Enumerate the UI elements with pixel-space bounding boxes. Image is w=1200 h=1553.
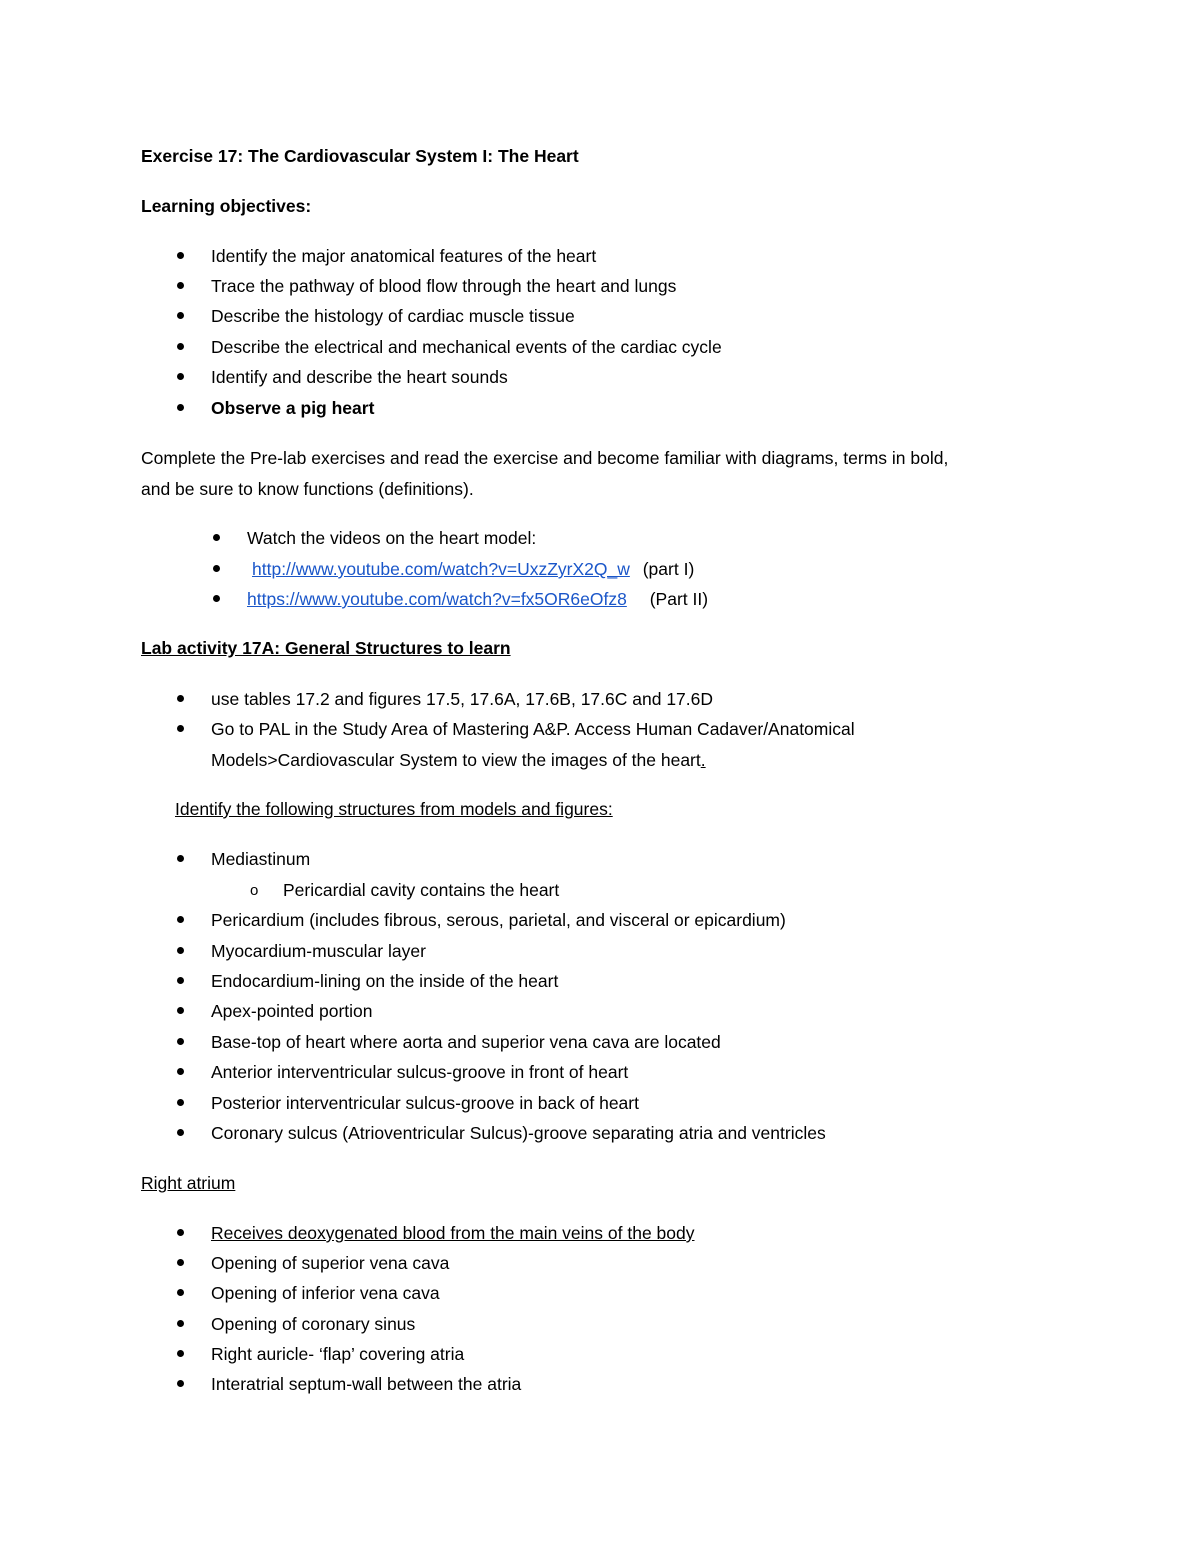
bullet bbox=[177, 947, 184, 954]
objective-item-bold: Observe a pig heart bbox=[211, 398, 375, 418]
bullet bbox=[177, 1099, 184, 1106]
bullet bbox=[177, 373, 184, 380]
bullet bbox=[177, 1320, 184, 1327]
right-atrium-item: Right auricle- ‘flap’ covering atria bbox=[211, 1344, 465, 1364]
bullet bbox=[177, 977, 184, 984]
lab-heading: Lab activity 17A: General Structures to learn bbox=[141, 638, 511, 658]
objectives-heading: Learning objectives: bbox=[141, 196, 312, 216]
bullet bbox=[177, 1289, 184, 1296]
lab-item-period: . bbox=[700, 750, 706, 770]
right-atrium-heading: Right atrium bbox=[141, 1173, 236, 1193]
bullet bbox=[177, 1229, 184, 1236]
lab-item: use tables 17.2 and figures 17.5, 17.6A, 17.6B, 17.6C and 17.6D bbox=[211, 689, 714, 709]
bullet bbox=[177, 725, 184, 732]
structure-item: Myocardium-muscular layer bbox=[211, 941, 426, 961]
objective-item: Describe the electrical and mechanical events of the cardiac cycle bbox=[211, 337, 722, 357]
bullet bbox=[177, 252, 184, 259]
bullet bbox=[177, 1068, 184, 1075]
document-title: Exercise 17: The Cardiovascular System I: The Heart bbox=[141, 146, 579, 166]
bullet bbox=[177, 282, 184, 289]
objective-item: Trace the pathway of blood flow through the heart and lungs bbox=[211, 276, 677, 296]
right-atrium-item: Interatrial septum-wall between the atria bbox=[211, 1374, 522, 1394]
structure-item: Pericardium (includes fibrous, serous, parietal, and visceral or epicardium) bbox=[211, 910, 786, 930]
intro-line: Complete the Pre-lab exercises and read the exercise and become familiar with diagrams, terms in bold, bbox=[141, 448, 949, 468]
objective-item: Describe the histology of cardiac muscle tissue bbox=[211, 306, 575, 326]
video-link-suffix: (Part II) bbox=[649, 589, 709, 609]
bullet bbox=[213, 534, 220, 541]
structure-item: Mediastinum bbox=[211, 849, 311, 869]
video-link-row bbox=[252, 558, 694, 580]
objective-item: Identify the major anatomical features of the heart bbox=[211, 246, 597, 266]
objective-item: Identify and describe the heart sounds bbox=[211, 367, 508, 387]
structure-item: Posterior interventricular sulcus-groove in back of heart bbox=[211, 1093, 639, 1113]
bullet bbox=[177, 1007, 184, 1014]
bullet bbox=[177, 1259, 184, 1266]
lab-item-text: Models>Cardiovascular System to view the images of the heart bbox=[211, 750, 701, 770]
structure-item: Endocardium-lining on the inside of the heart bbox=[211, 971, 559, 991]
bullet bbox=[177, 1350, 184, 1357]
bullet bbox=[177, 1129, 184, 1136]
identify-heading: Identify the following structures from models and figures: bbox=[175, 799, 613, 819]
sub-bullet-marker: o bbox=[250, 882, 259, 899]
bullet bbox=[177, 1038, 184, 1045]
video-link-part-1[interactable]: http://www.youtube.com/watch?v=UxzZyrX2Q_w bbox=[252, 559, 630, 579]
bullet bbox=[177, 343, 184, 350]
right-atrium-item-underlined: Receives deoxygenated blood from the main veins of the body bbox=[211, 1223, 695, 1243]
bullet bbox=[177, 1380, 184, 1387]
video-link-part-2[interactable]: https://www.youtube.com/watch?v=fx5OR6eOfz8 bbox=[247, 589, 627, 609]
lab-item: Go to PAL in the Study Area of Mastering A&P. Access Human Cadaver/Anatomical bbox=[211, 719, 855, 739]
bullet bbox=[177, 404, 184, 411]
bullet bbox=[177, 916, 184, 923]
structure-item: Apex-pointed portion bbox=[211, 1001, 373, 1021]
video-link-row bbox=[247, 588, 708, 610]
structure-sub-item: Pericardial cavity contains the heart bbox=[283, 880, 560, 900]
videos-label: Watch the videos on the heart model: bbox=[247, 528, 537, 548]
bullet bbox=[213, 595, 220, 602]
right-atrium-item: Opening of coronary sinus bbox=[211, 1314, 416, 1334]
intro-line: and be sure to know functions (definitions). bbox=[141, 479, 474, 499]
bullet bbox=[177, 695, 184, 702]
structure-item: Anterior interventricular sulcus-groove in front of heart bbox=[211, 1062, 629, 1082]
video-link-suffix: (part I) bbox=[642, 559, 695, 579]
bullet bbox=[177, 855, 184, 862]
structure-item: Coronary sulcus (Atrioventricular Sulcus)-groove separating atria and ventricles bbox=[211, 1123, 826, 1143]
lab-item-continued bbox=[211, 749, 706, 771]
structure-item: Base-top of heart where aorta and superior vena cava are located bbox=[211, 1032, 721, 1052]
bullet bbox=[213, 565, 220, 572]
right-atrium-item: Opening of superior vena cava bbox=[211, 1253, 450, 1273]
bullet bbox=[177, 312, 184, 319]
right-atrium-item: Opening of inferior vena cava bbox=[211, 1283, 440, 1303]
